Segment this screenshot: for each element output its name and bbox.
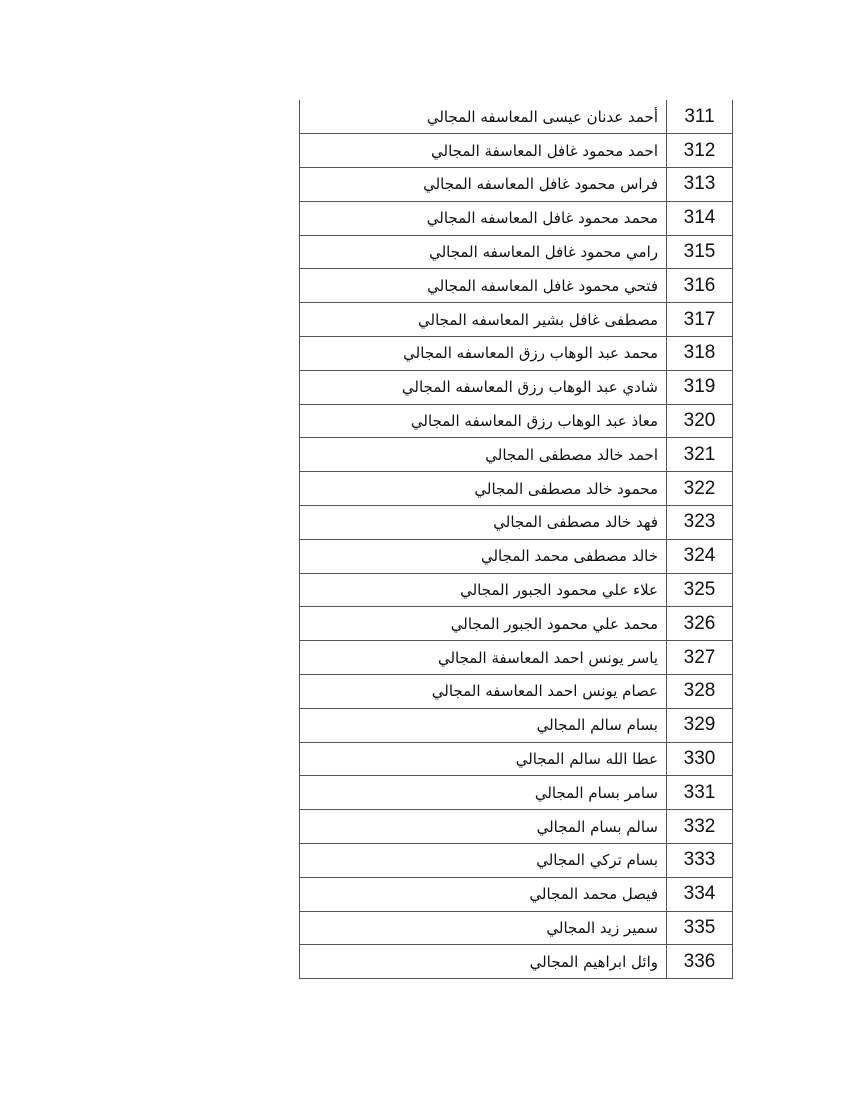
person-name: سمير زيد المجالي xyxy=(300,911,667,945)
person-name: بسام سالم المجالي xyxy=(300,708,667,742)
table-row xyxy=(300,539,733,573)
names-table-body xyxy=(300,100,733,979)
row-number: 319 xyxy=(667,370,733,404)
row-number: 317 xyxy=(667,303,733,337)
row-number: 327 xyxy=(667,641,733,675)
row-number: 318 xyxy=(667,337,733,371)
table-row xyxy=(300,100,733,134)
row-number: 323 xyxy=(667,506,733,540)
table-row xyxy=(300,201,733,235)
person-name: مصطفى غافل بشير المعاسفه المجالي xyxy=(300,303,667,337)
person-name: أحمد عدنان عيسى المعاسفه المجالي xyxy=(300,100,667,134)
row-number: 312 xyxy=(667,134,733,168)
person-name: محمد عبد الوهاب رزق المعاسفه المجالي xyxy=(300,337,667,371)
row-number: 326 xyxy=(667,607,733,641)
table-row xyxy=(300,641,733,675)
table-row xyxy=(300,877,733,911)
person-name: عطا الله سالم المجالي xyxy=(300,742,667,776)
row-number: 325 xyxy=(667,573,733,607)
row-number: 321 xyxy=(667,438,733,472)
person-name: محمد علي محمود الجبور المجالي xyxy=(300,607,667,641)
person-name: فراس محمود غافل المعاسفه المجالي xyxy=(300,168,667,202)
names-table xyxy=(299,100,733,979)
table-row xyxy=(300,472,733,506)
table-row xyxy=(300,742,733,776)
row-number: 333 xyxy=(667,844,733,878)
table-row xyxy=(300,675,733,709)
table-row xyxy=(300,134,733,168)
row-number: 331 xyxy=(667,776,733,810)
person-name: محمود خالد مصطفى المجالي xyxy=(300,472,667,506)
table-row xyxy=(300,404,733,438)
row-number: 311 xyxy=(667,100,733,134)
row-number: 315 xyxy=(667,235,733,269)
person-name: احمد خالد مصطفى المجالي xyxy=(300,438,667,472)
table-row xyxy=(300,708,733,742)
person-name: احمد محمود غافل المعاسفة المجالي xyxy=(300,134,667,168)
table-row xyxy=(300,370,733,404)
row-number: 313 xyxy=(667,168,733,202)
person-name: بسام تركي المجالي xyxy=(300,844,667,878)
table-row xyxy=(300,235,733,269)
person-name: سالم بسام المجالي xyxy=(300,810,667,844)
person-name: سامر بسام المجالي xyxy=(300,776,667,810)
row-number: 330 xyxy=(667,742,733,776)
row-number: 320 xyxy=(667,404,733,438)
person-name: شادي عبد الوهاب رزق المعاسفه المجالي xyxy=(300,370,667,404)
table-row xyxy=(300,506,733,540)
table-row xyxy=(300,438,733,472)
row-number: 334 xyxy=(667,877,733,911)
table-row xyxy=(300,573,733,607)
table-row xyxy=(300,776,733,810)
row-number: 314 xyxy=(667,201,733,235)
person-name: علاء علي محمود الجبور المجالي xyxy=(300,573,667,607)
person-name: رامي محمود غافل المعاسفه المجالي xyxy=(300,235,667,269)
row-number: 328 xyxy=(667,675,733,709)
table-row xyxy=(300,945,733,979)
person-name: ياسر يونس احمد المعاسفة المجالي xyxy=(300,641,667,675)
table-row xyxy=(300,607,733,641)
person-name: فتحي محمود غافل المعاسفه المجالي xyxy=(300,269,667,303)
table-row xyxy=(300,844,733,878)
row-number: 324 xyxy=(667,539,733,573)
table-row xyxy=(300,303,733,337)
row-number: 329 xyxy=(667,708,733,742)
table-row xyxy=(300,269,733,303)
person-name: عصام يونس احمد المعاسفه المجالي xyxy=(300,675,667,709)
person-name: وائل ابراهيم المجالي xyxy=(300,945,667,979)
row-number: 322 xyxy=(667,472,733,506)
person-name: محمد محمود غافل المعاسفه المجالي xyxy=(300,201,667,235)
table-row xyxy=(300,337,733,371)
person-name: فيصل محمد المجالي xyxy=(300,877,667,911)
row-number: 336 xyxy=(667,945,733,979)
person-name: معاذ عبد الوهاب رزق المعاسفه المجالي xyxy=(300,404,667,438)
row-number: 335 xyxy=(667,911,733,945)
row-number: 332 xyxy=(667,810,733,844)
person-name: خالد مصطفى محمد المجالي xyxy=(300,539,667,573)
table-row xyxy=(300,168,733,202)
person-name: فهد خالد مصطفى المجالي xyxy=(300,506,667,540)
table-row xyxy=(300,810,733,844)
row-number: 316 xyxy=(667,269,733,303)
table-row xyxy=(300,911,733,945)
